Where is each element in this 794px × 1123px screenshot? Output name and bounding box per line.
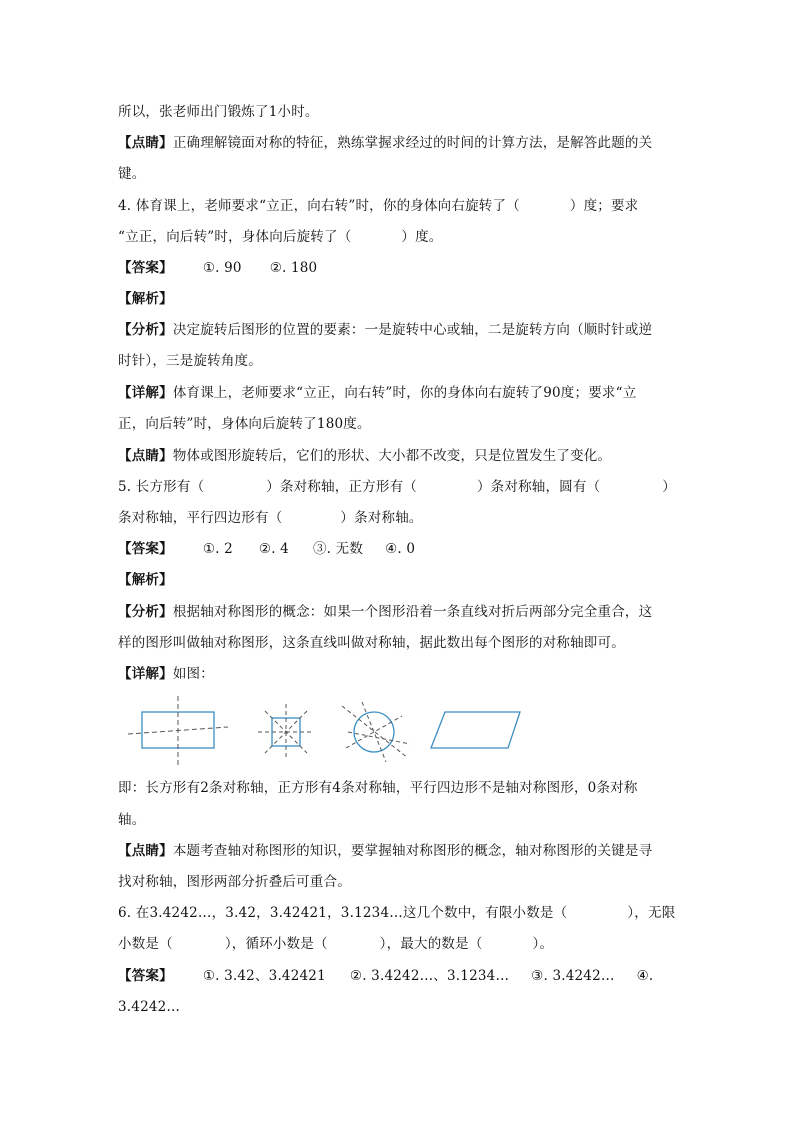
analysis-line: 【分析】根据轴对称图形的概念：如果一个图形沿着一条直线对折后两部分完全重合，这	[118, 604, 653, 620]
text-line: 即：长方形有2条对称轴，正方形有4条对称轴，平行四边形不是轴对称图形，0条对称	[118, 780, 638, 796]
detail-line: 【详解】如图：	[118, 666, 214, 682]
analysis-line: 【分析】决定旋转后图形的位置的要素：一是旋转中心或轴，二是旋转方向（顺时针或逆	[118, 322, 653, 338]
circle-axis	[362, 702, 386, 762]
analysis-heading: 【解析】	[118, 572, 173, 588]
circle-axis	[342, 706, 408, 758]
text-line: 键。	[118, 166, 146, 182]
detail-line: 正，向后转”时，身体向后旋转了180度。	[118, 416, 371, 432]
analysis-heading: 【解析】	[118, 291, 173, 307]
tip-line: 找对称轴，图形两部分折叠后可重合。	[118, 874, 351, 890]
question-6: 6. 在3.4242…，3.42，3.42421，3.1234…这几个数中，有限小数是（ ），无限	[118, 905, 676, 921]
answer-4: 【答案】 ①. 90 ②. 180	[118, 260, 318, 276]
question-6-cont: 小数是（ ），循环小数是（ ），最大的数是（ ）。	[118, 936, 554, 952]
symmetry-figure	[120, 692, 540, 772]
tip-line: 【点睛】物体或图形旋转后，它们的形状、大小都不改变，只是位置发生了变化。	[118, 448, 612, 464]
question-5-cont: 条对称轴，平行四边形有（ ）条对称轴。	[118, 510, 423, 526]
analysis-line: 样的图形叫做轴对称图形，这条直线叫做对称轴，据此数出每个图形的对称轴即可。	[118, 635, 625, 651]
question-4-cont: “立正，向后转”时，身体向后旋转了（ ）度。	[118, 229, 443, 245]
answer-5: 【答案】 ①. 2 ②. 4 ③. 无数 ④. 0	[118, 541, 416, 557]
tip-line: 【点睛】本题考查轴对称图形的知识，要掌握轴对称图形的概念，轴对称图形的关键是寻	[118, 843, 653, 859]
analysis-line: 时针），三是旋转角度。	[118, 353, 262, 369]
answer-6: 【答案】 ①. 3.42、3.42421 ②. 3.4242…、3.1234… ③. 3.4242… ④.	[118, 968, 654, 984]
parallelogram-shape	[431, 712, 520, 748]
answer-6-cont: 3.4242…	[118, 999, 181, 1015]
circle-shape	[354, 712, 394, 752]
text-line: 轴。	[118, 812, 146, 828]
detail-line: 【详解】体育课上，老师要求“立正，向右转”时，你的身体向右旋转了90度；要求“立	[118, 385, 637, 401]
tip-line: 【点睛】正确理解镜面对称的特征，熟练掌握求经过的时间的计算方法，是解答此题的关	[118, 135, 653, 151]
question-4: 4. 体育课上，老师要求“立正，向右转”时，你的身体向右旋转了（ ）度；要求	[118, 198, 639, 214]
text-line: 所以，张老师出门锻炼了1小时。	[118, 104, 319, 120]
question-5: 5. 长方形有（ ）条对称轴，正方形有（ ）条对称轴，圆有（ ）	[118, 479, 676, 495]
